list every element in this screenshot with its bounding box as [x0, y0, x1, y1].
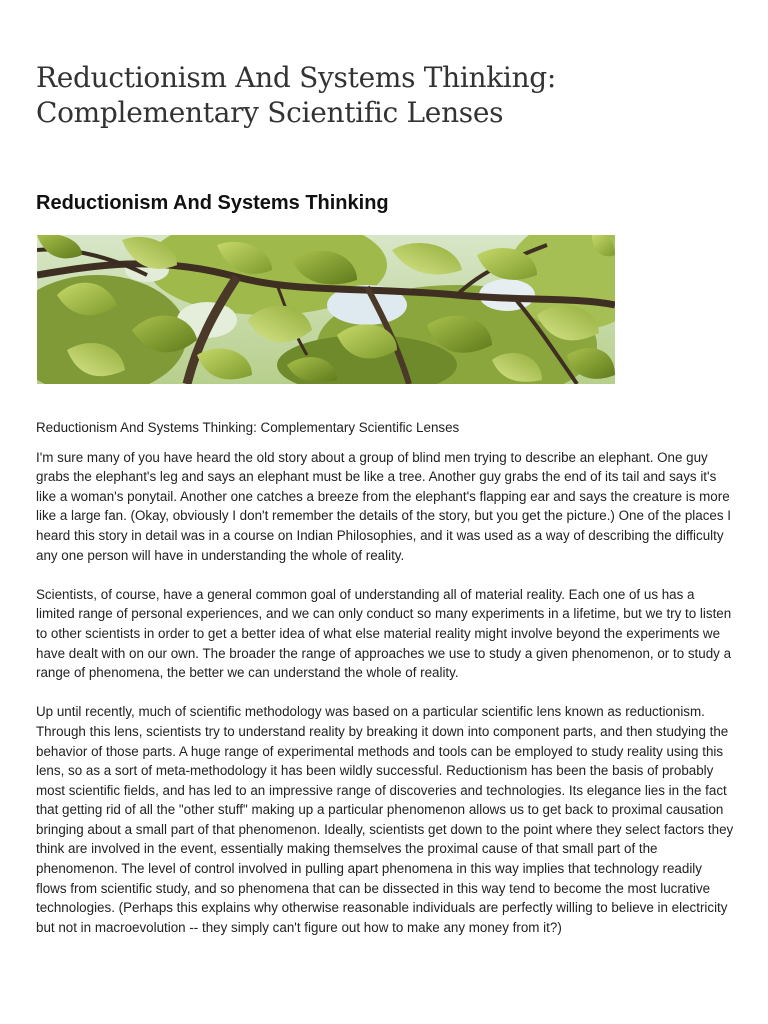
image-caption: Reductionism And Systems Thinking: Complementary Scientific Lenses [36, 420, 460, 435]
paragraph: Scientists, of course, have a general common goal of understanding all of material reality. Each one of us has a limited range of personal experiences, and we can only conduct so many experiments in a lifetime, but we try to listen to other scientists in order to get a better idea of what else material reality might involve beyond the experiments we have dealt with on our own. The broader the range of approaches we use to study a given phenomenon, or to study a range of phenomena, the better we can understand the whole of reality. [36, 586, 732, 681]
paragraph: I'm sure many of you have heard the old story about a group of blind men trying to describe an elephant. One guy grabs the elephant's leg and says an elephant must be like a tree. Another guy grabs the end of its tail and says it's like a woman's ponytail. Another one catches a breeze from the elephant's flapping ear and says the creature is more like a large fan. (Okay, obviously I don't remember the details of the story, but you get the picture.) One of the places I heard this story in detail was in a course on Indian Philosophies, and it was used as a way of describing the difficulty any one person will have in understanding the whole of reality. [36, 449, 732, 563]
post-body [36, 418, 736, 957]
paragraph: Up until recently, much of scientific methodology was based on a particular scientific lens known as reductionism. Through this lens, scientists try to understand reality by breaking it down into component parts, and then studying the behavior of those parts. A huge range of experimental methods and tools can be employed to study reality using this lens, so as a sort of meta-methodology it has been wildly successful. Reductionism has been the basis of probably most scientific fields, and has led to an impressive range of discoveries and technologies. Its elegance lies in the fact that getting rid of all the "other stuff" making up a particular phenomenon allows us to get back to proximal causation bringing about a small part of that phenomenon. Ideally, scientists get down to the point where they select factors they think are involved in the event, essentially making themselves the proximal cause of that small part of the phenomenon. The level of control involved in pulling apart phenomena in this way implies that technology readily flows from scientific study, and so phenomena that can be dissected in this way tend to become the most lucrative technologies. (Perhaps this explains why otherwise reasonable individuals are perfectly willing to believe in electricity but not in macroevolution -- they simply can't figure out how to make any money from it?) [36, 704, 734, 935]
tree-leaves-photo [37, 235, 615, 384]
post-title[interactable]: Reductionism And Systems Thinking [36, 192, 389, 214]
page-title: Reductionism And Systems Thinking: Complementary Scientific Lenses [36, 61, 557, 129]
